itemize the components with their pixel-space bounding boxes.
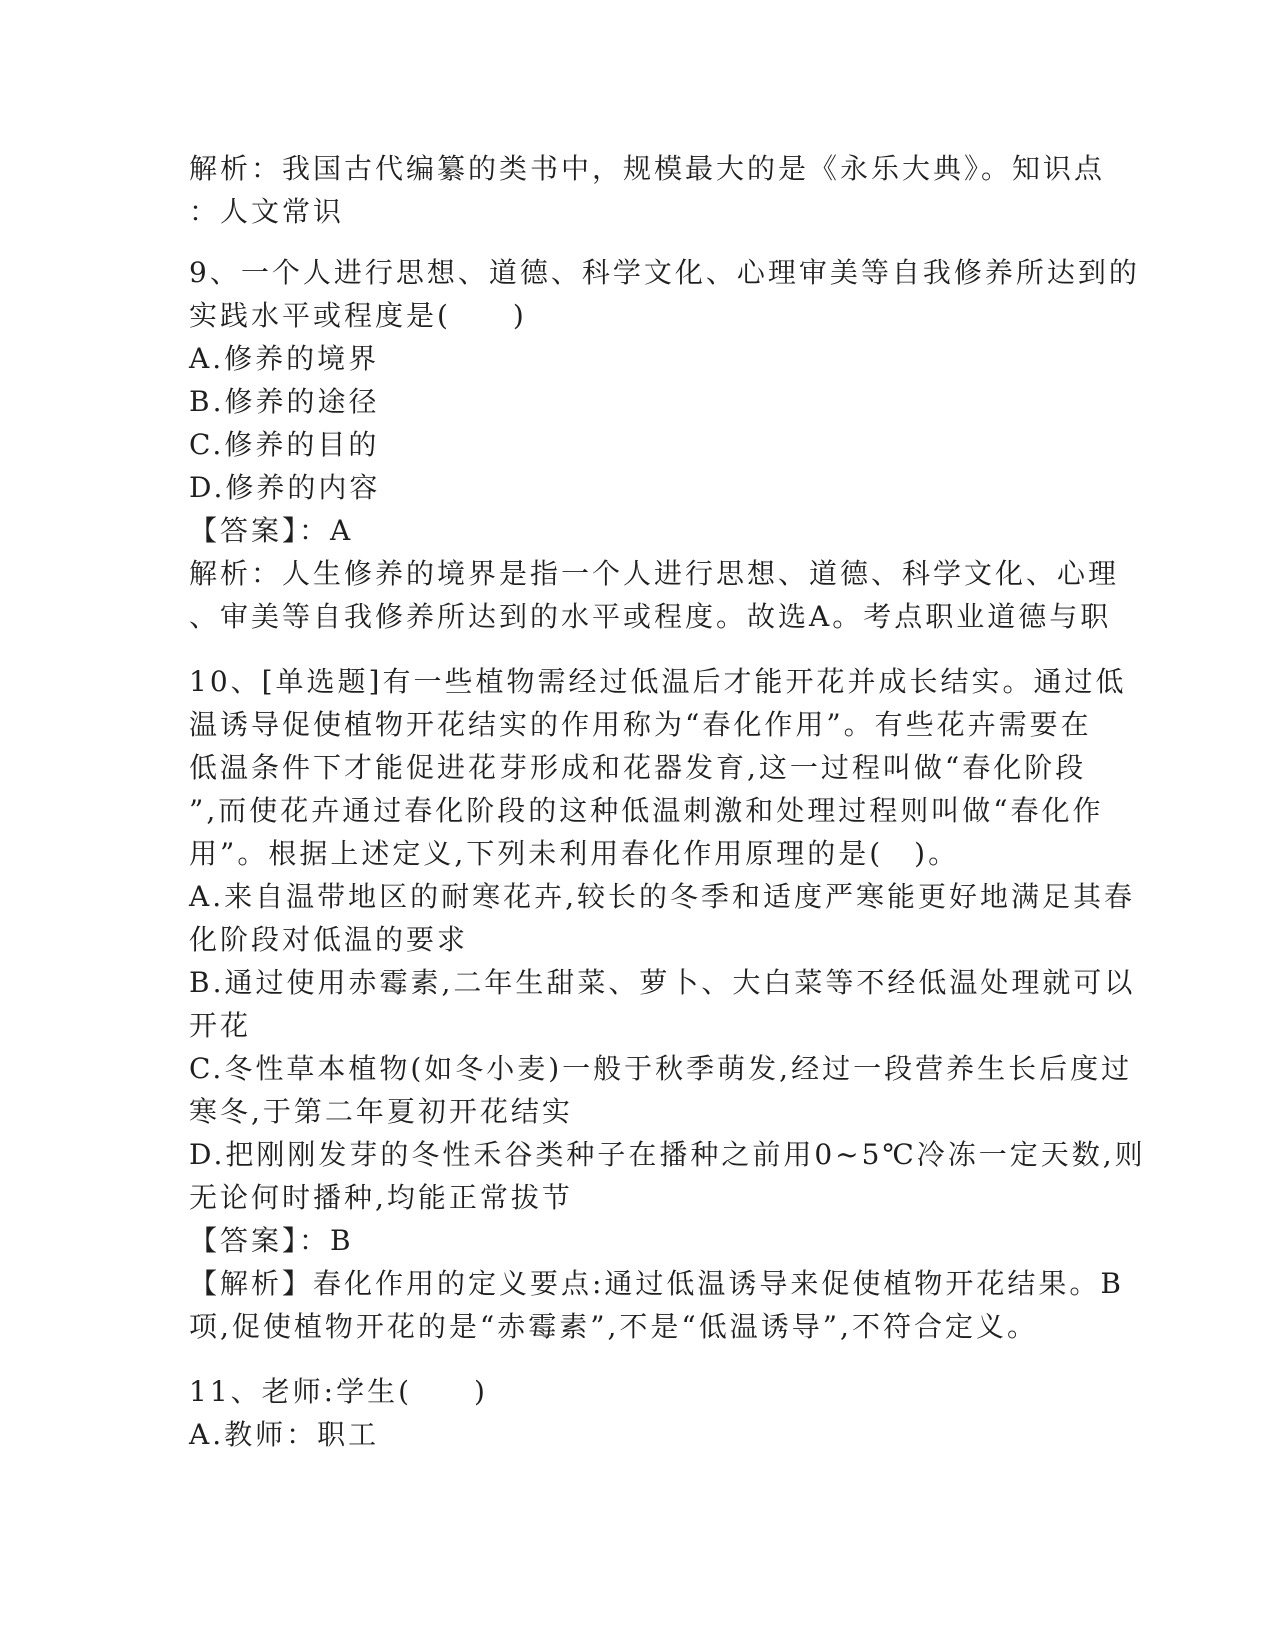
option-b: B.修养的途径 bbox=[189, 385, 380, 418]
option-c-continued: 寒冬,于第二年夏初开花结实 bbox=[189, 1095, 573, 1128]
explanation-line: 、审美等自我修养所达到的水平或程度。故选A。考点职业道德与职 bbox=[189, 600, 1112, 633]
option-c: C.修养的目的 bbox=[189, 428, 380, 461]
option-a: A.修养的境界 bbox=[189, 342, 380, 375]
option-a: A.来自温带地区的耐寒花卉,较长的冬季和适度严寒能更好地满足其春 bbox=[189, 880, 1136, 913]
question-9 bbox=[189, 251, 1140, 638]
answer-line: 【答案】：B bbox=[189, 1224, 354, 1257]
question-text-line: ”,而使花卉通过春化阶段的这种低温刺激和处理过程则叫做“春化作 bbox=[189, 794, 1104, 827]
option-d-continued: 无论何时播种,均能正常拔节 bbox=[189, 1181, 573, 1214]
question-10 bbox=[189, 660, 1146, 1348]
question-text-line: 低温条件下才能促进花芽形成和花器发育,这一过程叫做“春化阶段 bbox=[189, 751, 1087, 784]
prev-question-explanation bbox=[189, 147, 1106, 233]
explanation-line: 解析：人生修养的境界是指一个人进行思想、道德、科学文化、心理 bbox=[189, 557, 1120, 590]
option-b-continued: 开花 bbox=[189, 1009, 252, 1042]
question-text-line: 10、[单选题]有一些植物需经过低温后才能开花并成长结实。通过低 bbox=[189, 665, 1127, 698]
question-text-line: 实践水平或程度是( ) bbox=[189, 299, 527, 332]
option-a: A.教师：职工 bbox=[189, 1418, 380, 1451]
question-text-line: 11、老师:学生( ) bbox=[189, 1375, 488, 1408]
question-text-line: 9、一个人进行思想、道德、科学文化、心理审美等自我修养所达到的 bbox=[189, 256, 1140, 289]
question-11 bbox=[189, 1370, 1089, 1456]
explanation-line: 【解析】春化作用的定义要点:通过低温诱导来促使植物开花结果。B bbox=[189, 1267, 1125, 1300]
option-c: C.冬性草本植物(如冬小麦)一般于秋季萌发,经过一段营养生长后度过 bbox=[189, 1052, 1133, 1085]
option-d: D.把刚刚发芽的冬性禾谷类种子在播种之前用0~5℃冷冻一定天数,则 bbox=[189, 1138, 1146, 1171]
question-text-line: 用”。根据上述定义,下列未利用春化作用原理的是( )。 bbox=[189, 837, 960, 870]
option-d: D.修养的内容 bbox=[189, 471, 381, 504]
option-b: B.通过使用赤霉素,二年生甜菜、萝卜、大白菜等不经低温处理就可以 bbox=[189, 966, 1136, 999]
option-a-continued: 化阶段对低温的要求 bbox=[189, 923, 469, 956]
question-text-line: 温诱导促使植物开花结实的作用称为“春化作用”。有些花卉需要在 bbox=[189, 708, 1092, 741]
answer-line: 【答案】：A bbox=[189, 514, 354, 547]
explanation-line: ：人文常识 bbox=[189, 195, 345, 228]
explanation-line: 项,促使植物开花的是“赤霉素”,不是“低温诱导”,不符合定义。 bbox=[189, 1310, 1038, 1343]
page-content bbox=[189, 147, 1146, 1456]
explanation-line: 解析：我国古代编纂的类书中，规模最大的是《永乐大典》。知识点 bbox=[189, 152, 1106, 185]
